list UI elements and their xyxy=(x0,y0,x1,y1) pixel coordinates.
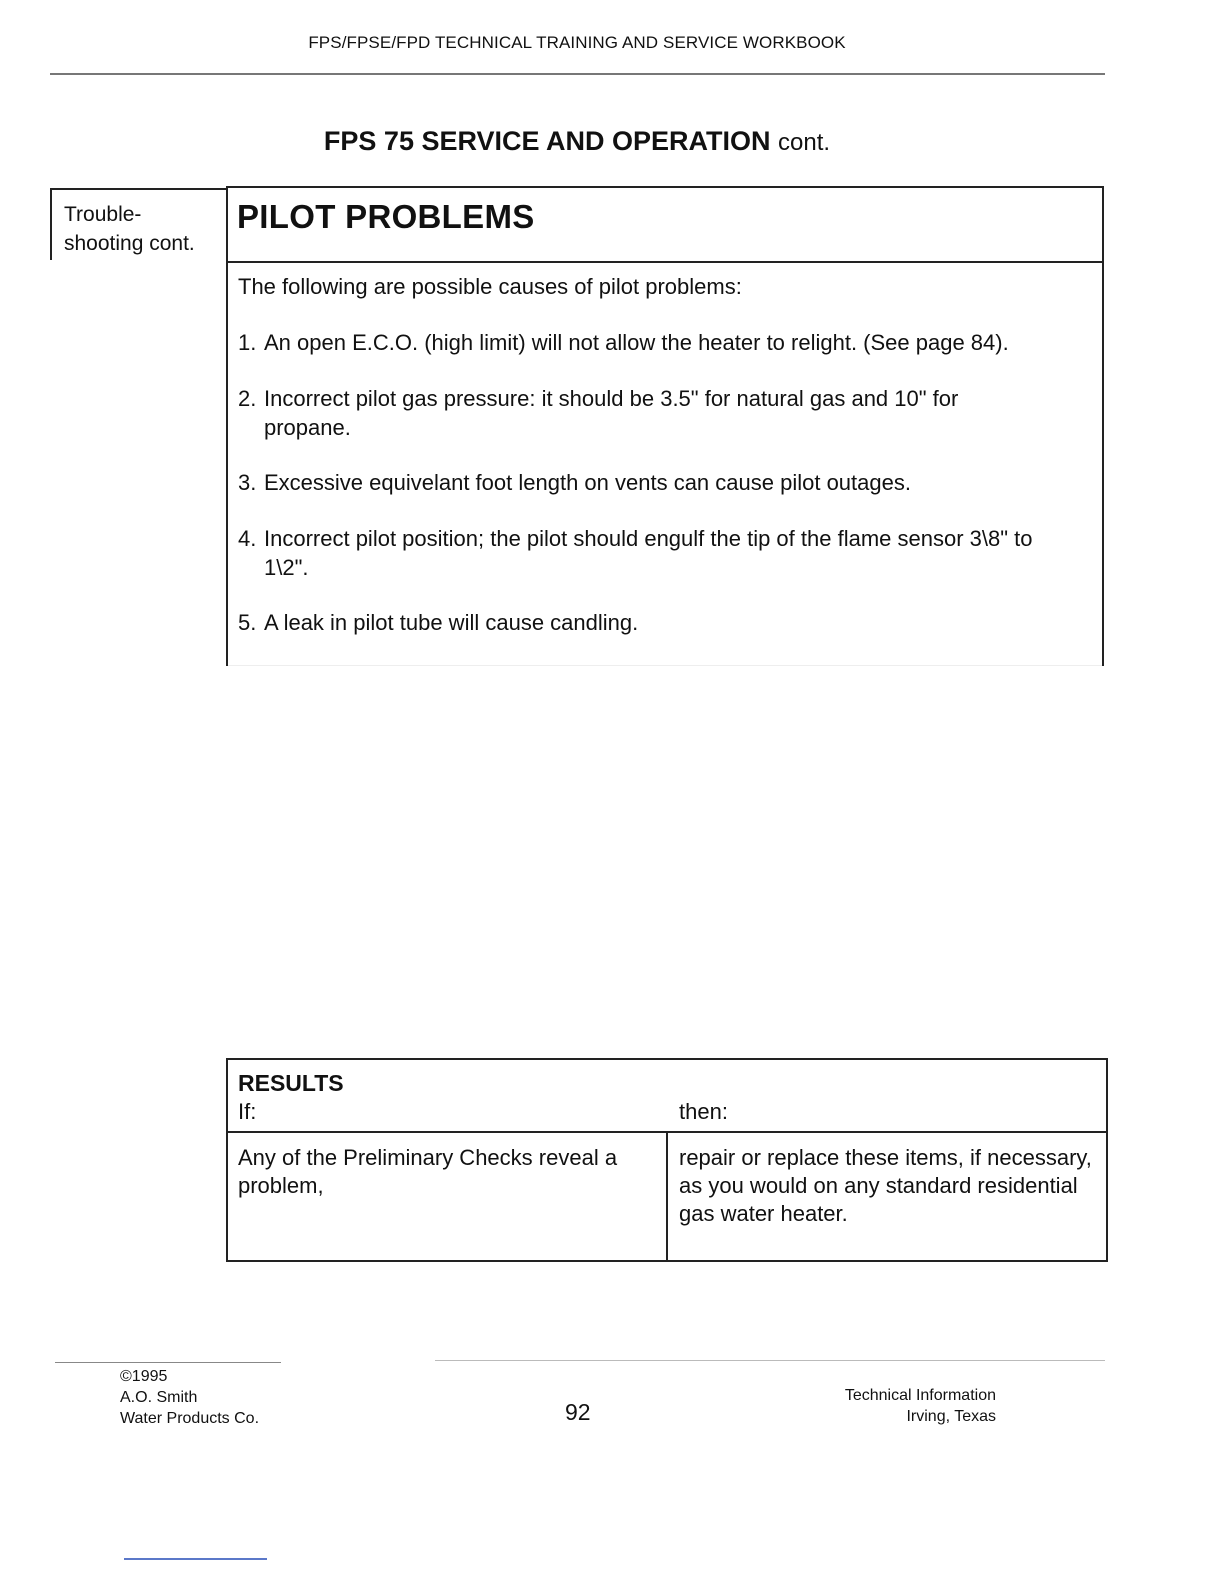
page-title xyxy=(0,126,1154,157)
list-item xyxy=(238,384,1098,442)
list-item-text: Excessive equivelant foot length on vents can cause pilot outages. xyxy=(264,470,911,495)
list-item xyxy=(238,328,1098,357)
list-item xyxy=(238,524,1098,582)
footer-location: Irving, Texas xyxy=(906,1408,996,1425)
results-condition-cell: Any of the Preliminary Checks reveal a problem, xyxy=(238,1145,618,1198)
list-item-continuation: 1\2". xyxy=(264,555,309,580)
results-then-header: then: xyxy=(679,1099,728,1124)
page-title-suffix: cont. xyxy=(778,129,831,156)
list-item-number: 4. xyxy=(238,526,257,551)
intro-text: The following are possible causes of pilot problems: xyxy=(238,274,742,299)
list-item-text: Incorrect pilot gas pressure: it should be 3.5" for natural gas and 10" for xyxy=(264,386,959,411)
page-number: 92 xyxy=(565,1399,591,1425)
list-item-number: 2. xyxy=(238,386,257,411)
footer-section: Technical Information xyxy=(844,1387,996,1404)
footer-company-1: A.O. Smith xyxy=(120,1389,198,1406)
list-item xyxy=(238,468,1098,497)
page-title-main: FPS 75 SERVICE AND OPERATION xyxy=(323,126,771,156)
running-header: FPS/FPSE/FPD TECHNICAL TRAINING AND SERVICE WORKBOOK xyxy=(308,33,846,52)
sidebar-line-2: shooting cont. xyxy=(64,232,195,255)
list-item-number: 5. xyxy=(238,610,257,635)
footer-rule-left xyxy=(55,1362,281,1363)
list-item-text: An open E.C.O. (high limit) will not allow the heater to relight. (See page 84). xyxy=(264,330,1009,355)
list-item xyxy=(238,608,1098,637)
results-column-divider xyxy=(666,1131,668,1261)
pilot-problems-body-box xyxy=(226,261,1104,666)
list-item-number: 1. xyxy=(238,330,257,355)
results-title: RESULTS xyxy=(238,1070,344,1096)
footer-section-info xyxy=(780,1385,996,1427)
list-item-text: Incorrect pilot position; the pilot should engulf the tip of the flame sensor 3\8" to xyxy=(264,526,1033,551)
section-heading: PILOT PROBLEMS xyxy=(237,198,535,235)
header-rule xyxy=(50,73,1105,75)
sidebar-line-1: Trouble- xyxy=(64,203,142,226)
list-item-number: 3. xyxy=(238,470,257,495)
list-item-text: A leak in pilot tube will cause candling. xyxy=(264,610,639,635)
footer-company-2: Water Products Co. xyxy=(120,1410,260,1427)
results-if-header: If: xyxy=(238,1099,257,1124)
footer-copyright: ©1995 xyxy=(120,1368,168,1385)
list-item-continuation: propane. xyxy=(264,415,351,440)
footer-publisher xyxy=(120,1366,259,1429)
sidebar-label xyxy=(64,200,195,258)
footer-rule-right xyxy=(435,1360,1105,1361)
footer-blue-mark xyxy=(124,1558,267,1560)
body-box-bottom xyxy=(228,665,1102,666)
results-action-cell: repair or replace these items, if necessary, as you would on any standard residential gas water heater. xyxy=(679,1145,1092,1226)
